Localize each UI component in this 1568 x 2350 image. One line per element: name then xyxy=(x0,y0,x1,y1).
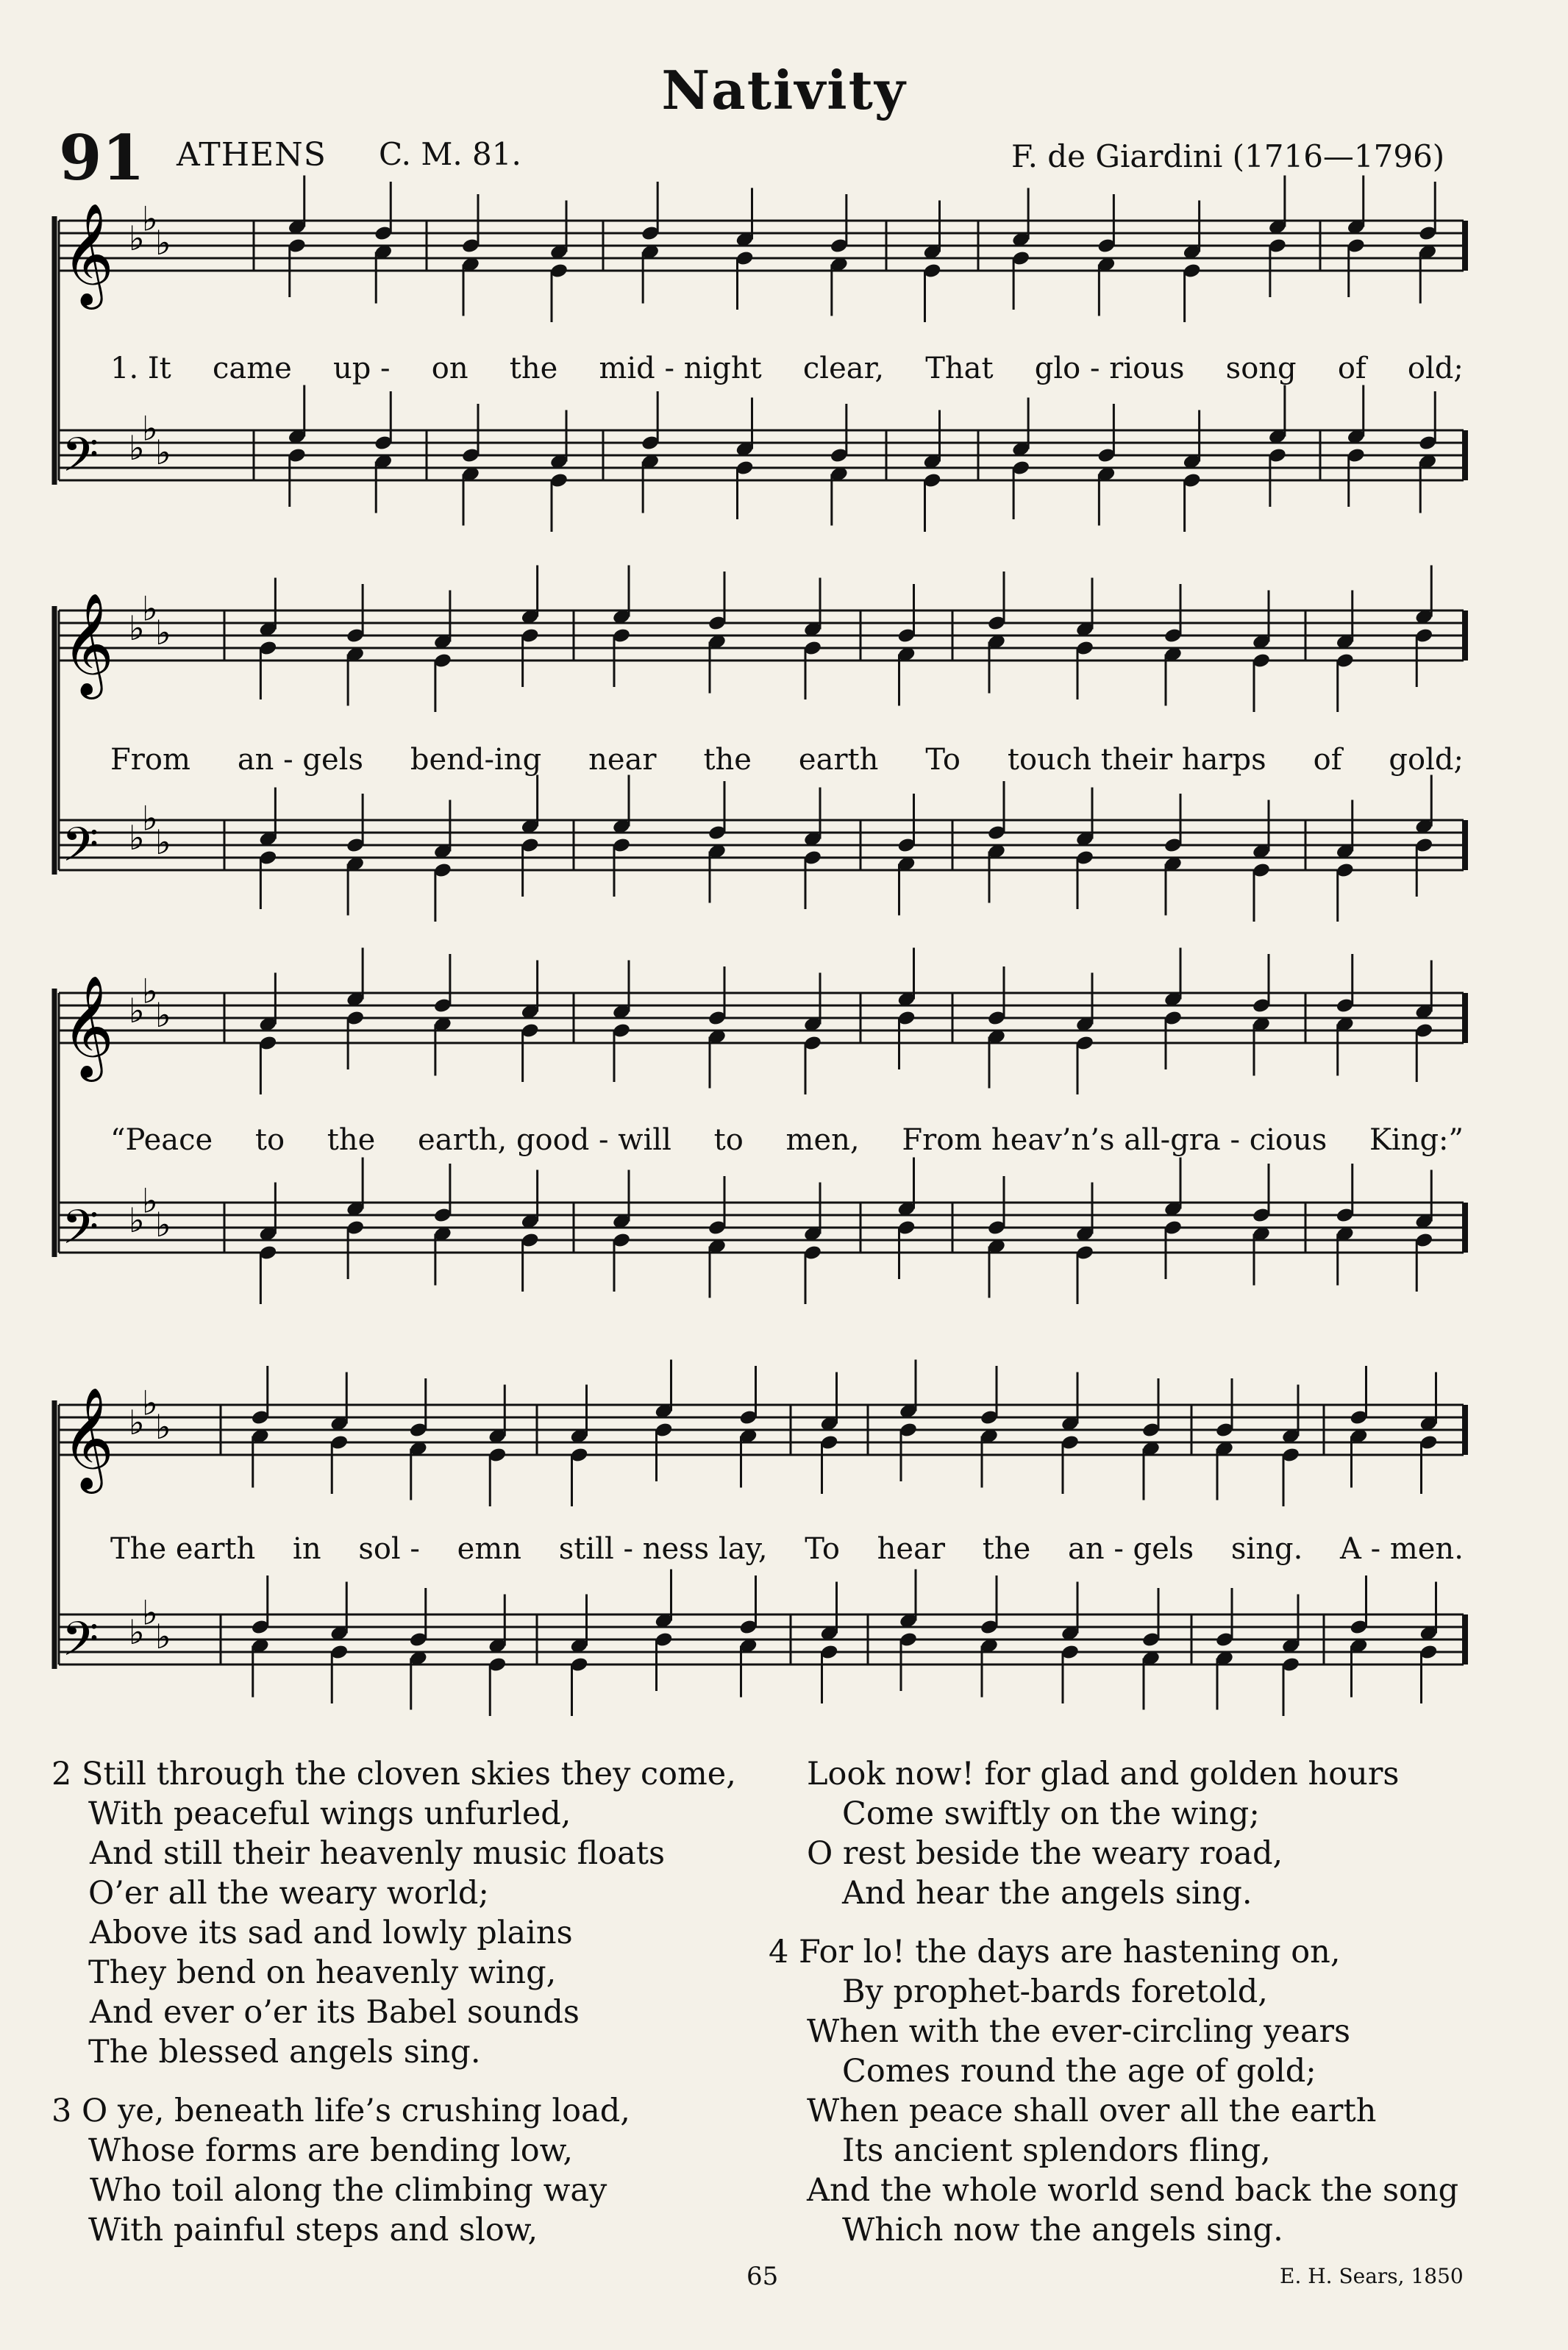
lyric-syllable: “Peace xyxy=(110,1123,213,1157)
lyric-syllable: 1. It xyxy=(110,352,171,385)
verse-3-line-3: Who toil along the climbing way xyxy=(90,2172,607,2209)
author-credit: E. H. Sears, 1850 xyxy=(1280,2264,1464,2288)
lyric-syllable: earth, good - will xyxy=(418,1123,671,1157)
lyric-syllable: King:” xyxy=(1369,1123,1464,1157)
lyric-syllable: song xyxy=(1225,352,1297,385)
flat-icon: ♭ xyxy=(155,612,171,652)
verse-2-line-3: And still their heavenly music floats xyxy=(90,1835,666,1872)
flat-icon: ♭ xyxy=(129,991,145,1030)
bass-clef-icon: 𝄢 xyxy=(62,818,99,884)
verse-3-line-5: Look now! for glad and golden hours xyxy=(807,1756,1400,1792)
lyric-syllable: an - gels xyxy=(237,743,363,777)
flat-icon: ♭ xyxy=(129,1403,145,1442)
verse-4-line-3: When with the ever-circling years xyxy=(807,2013,1351,2050)
lyric-syllable: near xyxy=(588,743,657,777)
verse-4-line-5: When peace shall over all the earth xyxy=(807,2093,1377,2129)
verse-3-line-2: Whose forms are bending low, xyxy=(88,2132,573,2169)
lyric-syllable: mid - night xyxy=(599,352,762,385)
verse-2-line-5: Above its sad and lowly plains xyxy=(90,1915,573,1951)
lyric-syllable: the xyxy=(982,1532,1031,1566)
verse-3-line-4: With painful steps and slow, xyxy=(88,2212,538,2248)
flat-icon: ♭ xyxy=(142,199,158,239)
flat-icon: ♭ xyxy=(142,1592,158,1633)
flat-icon: ♭ xyxy=(142,971,158,1011)
lyric-syllable: That xyxy=(925,352,994,385)
flat-icon: ♭ xyxy=(129,218,145,258)
verse-2-line-4: O’er all the weary world; xyxy=(88,1875,489,1912)
flat-icon: ♭ xyxy=(155,1616,171,1656)
tune-name: ATHENS xyxy=(177,136,327,174)
bass-clef-icon: 𝄢 xyxy=(62,1612,99,1678)
lyric-syllable: old; xyxy=(1407,352,1464,385)
verse-4-line-7: And the whole world send back the song xyxy=(807,2172,1459,2209)
verse-3-line-1: 3 O ye, beneath life’s crushing load, xyxy=(51,2093,630,2129)
flat-icon: ♭ xyxy=(142,798,158,838)
verse-4-line-2: By prophet-bards foretold, xyxy=(842,1973,1268,2010)
verse-2-line-2: With peaceful wings unfurled, xyxy=(88,1795,571,1832)
page-number: 65 xyxy=(746,2262,779,2291)
verse-4-line-6: Its ancient splendors fling, xyxy=(842,2132,1271,2169)
lyric-syllable: To xyxy=(925,743,961,777)
flat-icon: ♭ xyxy=(129,1612,145,1652)
lyric-syllable: sing. xyxy=(1230,1532,1303,1566)
lyric-line-4 xyxy=(110,1532,1464,1566)
flat-icon: ♭ xyxy=(129,428,145,468)
treble-clef-icon: 𝄞 xyxy=(62,1387,114,1489)
lyric-line-3 xyxy=(110,1123,1464,1157)
lyric-syllable: in xyxy=(293,1532,321,1566)
verse-4-line-1: 4 For lo! the days are hastening on, xyxy=(769,1934,1341,1970)
lyric-syllable: bend-ing xyxy=(410,743,542,777)
hymn-number: 91 xyxy=(59,121,145,194)
flat-icon: ♭ xyxy=(155,1406,171,1447)
lyric-syllable: men, xyxy=(785,1123,860,1157)
verse-4-line-8: Which now the angels sing. xyxy=(842,2212,1283,2248)
verses-left-column xyxy=(51,1754,736,2250)
section-title: Nativity xyxy=(661,59,907,121)
flat-icon: ♭ xyxy=(142,588,158,629)
verse-3-line-6: Come swiftly on the wing; xyxy=(842,1795,1260,1832)
lyric-syllable: emn xyxy=(457,1532,522,1566)
bass-clef-icon: 𝄢 xyxy=(62,1200,99,1267)
lyric-syllable: came xyxy=(212,352,292,385)
lyric-syllable: clear, xyxy=(802,352,885,385)
lyric-line-1 xyxy=(110,352,1464,385)
flat-icon: ♭ xyxy=(129,1200,145,1240)
lyric-syllable: still - ness lay, xyxy=(558,1532,768,1566)
lyric-syllable: to xyxy=(713,1123,744,1157)
lyric-syllable: of xyxy=(1313,743,1342,777)
lyric-syllable: the xyxy=(703,743,752,777)
lyric-syllable: touch their harps xyxy=(1007,743,1266,777)
lyric-syllable: The earth xyxy=(110,1532,256,1566)
lyric-syllable: gold; xyxy=(1389,743,1464,777)
lyric-syllable: an - gels xyxy=(1068,1532,1194,1566)
flat-icon: ♭ xyxy=(155,1204,171,1245)
flat-icon: ♭ xyxy=(142,408,158,449)
flat-icon: ♭ xyxy=(155,222,171,263)
composer: F. de Giardini (1716—1796) xyxy=(1011,138,1445,174)
verse-4-line-4: Comes round the age of gold; xyxy=(842,2053,1316,2090)
treble-clef-icon: 𝄞 xyxy=(62,593,114,695)
lyric-syllable: to xyxy=(254,1123,285,1157)
bass-clef-icon: 𝄢 xyxy=(62,428,99,494)
lyric-syllable: To xyxy=(805,1532,840,1566)
flat-icon: ♭ xyxy=(142,1181,158,1221)
lyric-syllable: the xyxy=(327,1123,376,1157)
flat-icon: ♭ xyxy=(155,822,171,862)
lyric-syllable: A - men. xyxy=(1340,1532,1464,1566)
flat-icon: ♭ xyxy=(129,608,145,648)
lyric-syllable: From heav’n’s all-gra - cious xyxy=(902,1123,1328,1157)
verse-3-line-7: O rest beside the weary road, xyxy=(807,1835,1283,1872)
lyric-syllable: of xyxy=(1337,352,1366,385)
lyric-syllable: up - xyxy=(332,352,391,385)
meter: C. M. 81. xyxy=(379,136,521,172)
lyric-syllable: earth xyxy=(798,743,879,777)
lyric-syllable: hear xyxy=(877,1532,946,1566)
lyric-syllable: sol - xyxy=(358,1532,420,1566)
verses-right-column xyxy=(769,1754,1458,2250)
flat-icon: ♭ xyxy=(142,1383,158,1423)
lyric-line-2 xyxy=(110,743,1464,777)
treble-clef-icon: 𝄞 xyxy=(62,203,114,305)
flat-icon: ♭ xyxy=(155,432,171,472)
flat-icon: ♭ xyxy=(155,994,171,1035)
lyric-syllable: the xyxy=(509,352,558,385)
flat-icon: ♭ xyxy=(129,818,145,858)
verse-2-line-8: The blessed angels sing. xyxy=(88,2034,481,2071)
verse-2-line-1: 2 Still through the cloven skies they come, xyxy=(51,1756,736,1792)
verse-2-line-7: And ever o’er its Babel sounds xyxy=(90,1994,580,2031)
lyric-syllable: on xyxy=(431,352,468,385)
verse-3-line-8: And hear the angels sing. xyxy=(842,1875,1252,1912)
lyric-syllable: From xyxy=(110,743,190,777)
treble-clef-icon: 𝄞 xyxy=(62,975,114,1078)
lyric-syllable: glo - rious xyxy=(1034,352,1185,385)
verse-2-line-6: They bend on heavenly wing, xyxy=(88,1954,557,1991)
